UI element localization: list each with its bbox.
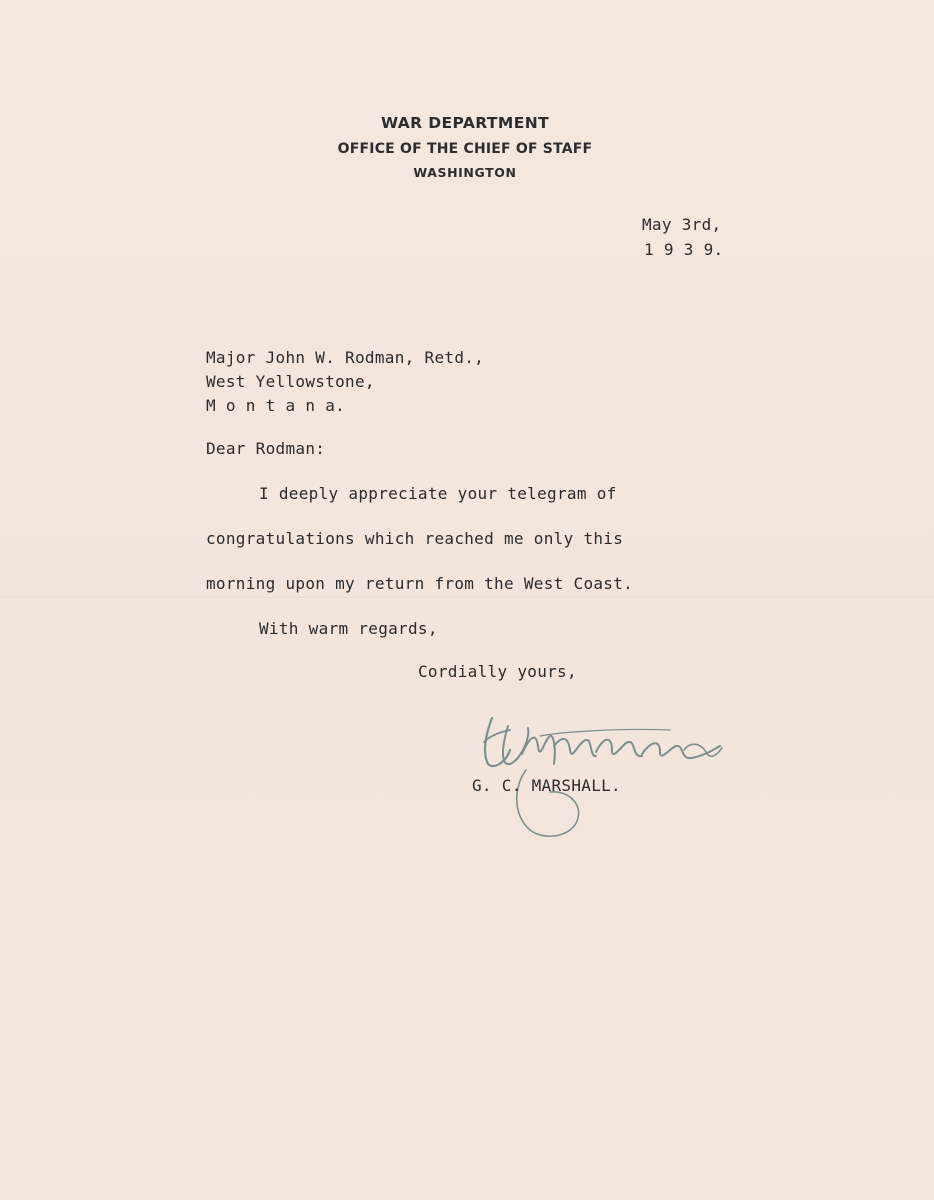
signer-name: G. C. MARSHALL. xyxy=(472,776,621,795)
salutation: Dear Rodman: xyxy=(206,439,326,458)
paper-fold-line xyxy=(0,597,934,599)
letterhead-office: OFFICE OF THE CHIEF OF STAFF xyxy=(337,141,593,157)
date-day: May 3rd, xyxy=(642,215,722,234)
closing: Cordially yours, xyxy=(418,662,577,681)
date-year: 1 9 3 9. xyxy=(644,240,724,259)
body-line-4: With warm regards, xyxy=(259,619,438,638)
body-line-2: congratulations which reached me only this xyxy=(206,529,624,548)
recipient-state: M o n t a n a. xyxy=(206,396,346,415)
recipient-name: Major John W. Rodman, Retd., xyxy=(206,348,485,367)
body-line-3: morning upon my return from the West Coast. xyxy=(206,574,634,593)
body-line-1: I deeply appreciate your telegram of xyxy=(259,484,617,503)
letterhead-city: WASHINGTON xyxy=(413,165,517,180)
letterhead-department: WAR DEPARTMENT xyxy=(380,114,550,132)
recipient-town: West Yellowstone, xyxy=(206,372,375,391)
